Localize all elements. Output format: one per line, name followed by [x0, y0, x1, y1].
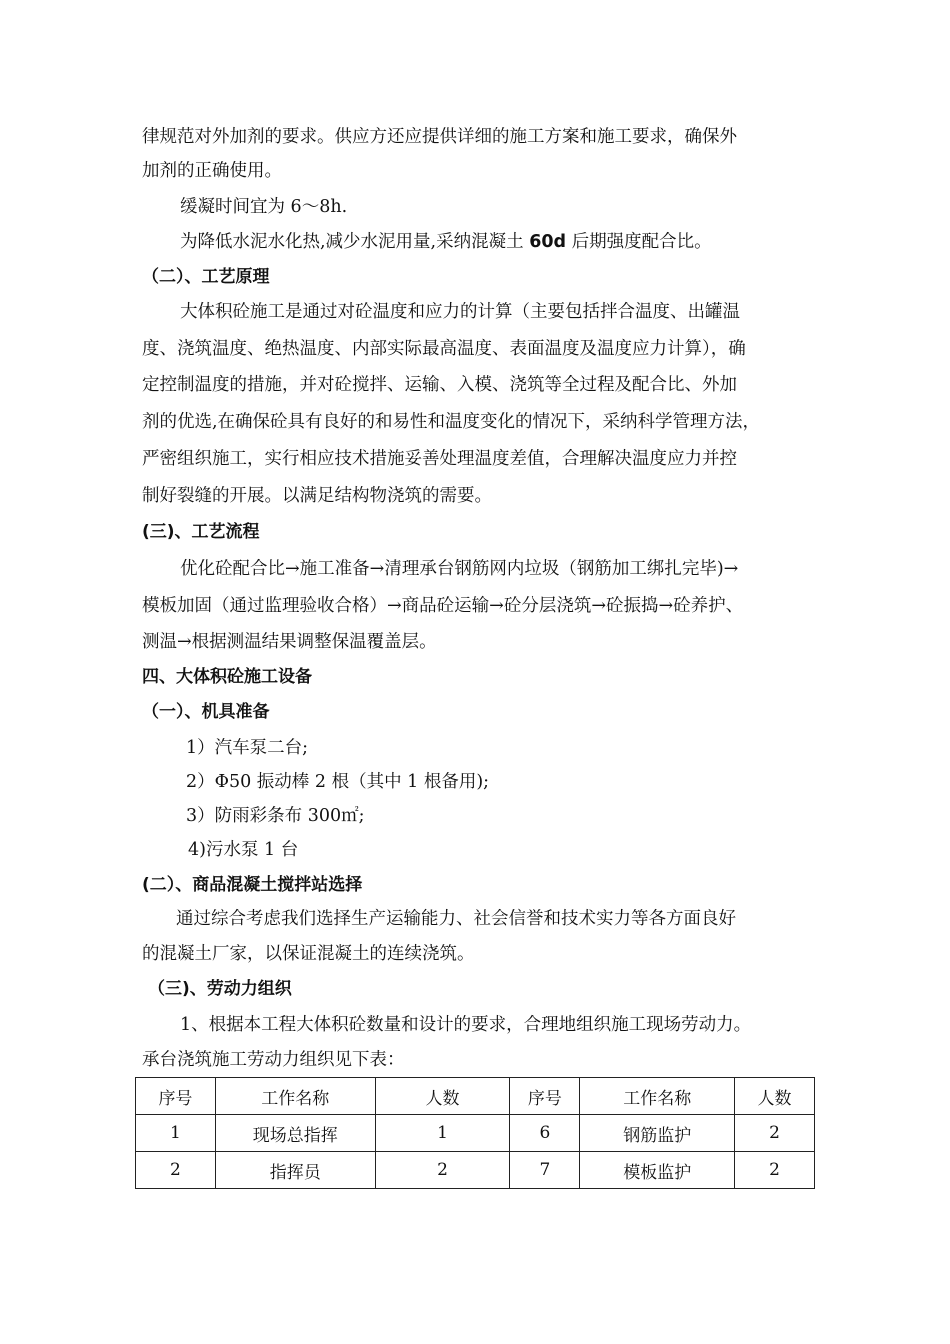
table-header-cell: 人数: [375, 1078, 510, 1115]
table-cell: 钢筋监护: [580, 1115, 735, 1152]
table-cell: 现场总指挥: [215, 1115, 375, 1152]
table-cell: 2: [136, 1152, 216, 1189]
chapter-heading: 四、大体积砼施工设备: [142, 667, 312, 687]
paragraph-line: 大体积砼施工是通过对砼温度和应力的计算（主要包括拌合温度、出罐温: [180, 302, 740, 322]
table-row: [136, 1152, 815, 1189]
paragraph-line: 律规范对外加剂的要求。供应方还应提供详细的施工方案和施工要求，确保外: [142, 127, 737, 147]
paragraph-line: 测温→根据测温结果调整保温覆盖层。: [142, 632, 437, 652]
paragraph-line: 严密组织施工，实行相应技术措施妥善处理温度差值，合理解决温度应力并控: [142, 449, 737, 469]
table-cell: 1: [136, 1115, 216, 1152]
paragraph-line: 1、根据本工程大体积砼数量和设计的要求，合理地组织施工现场劳动力。: [180, 1015, 752, 1035]
paragraph-line: 度、浇筑温度、绝热温度、内部实际最高温度、表面温度及温度应力计算），确: [142, 339, 746, 359]
table-header-cell: 序号: [136, 1078, 216, 1115]
paragraph-line: 优化砼配合比→施工准备→清理承台钢筋网内垃圾（钢筋加工绑扎完毕)→: [180, 559, 739, 579]
table-cell: 指挥员: [215, 1152, 375, 1189]
table-cell: 7: [510, 1152, 580, 1189]
section-heading: （二）、工艺原理: [142, 267, 270, 287]
table-cell: 6: [510, 1115, 580, 1152]
list-item: 1）汽车泵二台;: [186, 738, 309, 758]
paragraph-line: 定控制温度的措施，并对砼搅拌、运输、入模、浇筑等全过程及配合比、外加: [142, 375, 737, 395]
table-cell: 1: [375, 1115, 510, 1152]
paragraph-line: 制好裂缝的开展。以满足结构物浇筑的需要。: [142, 486, 492, 506]
paragraph-line: 加剂的正确使用。: [142, 161, 282, 181]
paragraph-line: [180, 230, 712, 254]
labor-table: [135, 1077, 815, 1189]
list-item: 3）防雨彩条布 300㎡;: [186, 806, 365, 826]
list-item: 4)污水泵 1 台: [188, 840, 299, 860]
text-run: 为降低水泥水化热,减少水泥用量,采纳混凝土: [180, 232, 524, 252]
table-cell: 模板监护: [580, 1152, 735, 1189]
section-heading: (二）、商品混凝土搅拌站选择: [142, 875, 363, 895]
text-run: 后期强度配合比。: [571, 232, 712, 252]
table-header-cell: 工作名称: [215, 1078, 375, 1115]
table-cell: 2: [735, 1152, 815, 1189]
section-heading: (三)、工艺流程: [142, 522, 260, 542]
paragraph-line: 缓凝时间宜为 6～8h.: [180, 197, 348, 217]
section-heading: （三)、劳动力组织: [148, 979, 292, 999]
table-header-cell: 工作名称: [580, 1078, 735, 1115]
paragraph-line: 通过综合考虑我们选择生产运输能力、社会信誉和技术实力等各方面良好: [176, 909, 736, 929]
table-cell: 2: [735, 1115, 815, 1152]
table-header-cell: 序号: [510, 1078, 580, 1115]
table-header-cell: 人数: [735, 1078, 815, 1115]
paragraph-line: 剂的优选,在确保砼具有良好的和易性和温度变化的情况下，采纳科学管理方法，: [142, 412, 761, 432]
paragraph-line: 的混凝土厂家，以保证混凝土的连续浇筑。: [142, 944, 475, 964]
bold-text-run: 60d: [529, 232, 567, 252]
list-item: 2）Φ50 振动棒 2 根（其中 1 根备用);: [186, 772, 490, 792]
table-row: [136, 1115, 815, 1152]
section-heading: （一）、机具准备: [142, 702, 270, 722]
table-cell: 2: [375, 1152, 510, 1189]
table-header-row: [136, 1078, 815, 1115]
paragraph-line: 承台浇筑施工劳动力组织见下表：: [142, 1050, 405, 1070]
paragraph-line: 模板加固（通过监理验收合格）→商品砼运输→砼分层浇筑→砼振捣→砼养护、: [142, 596, 744, 616]
